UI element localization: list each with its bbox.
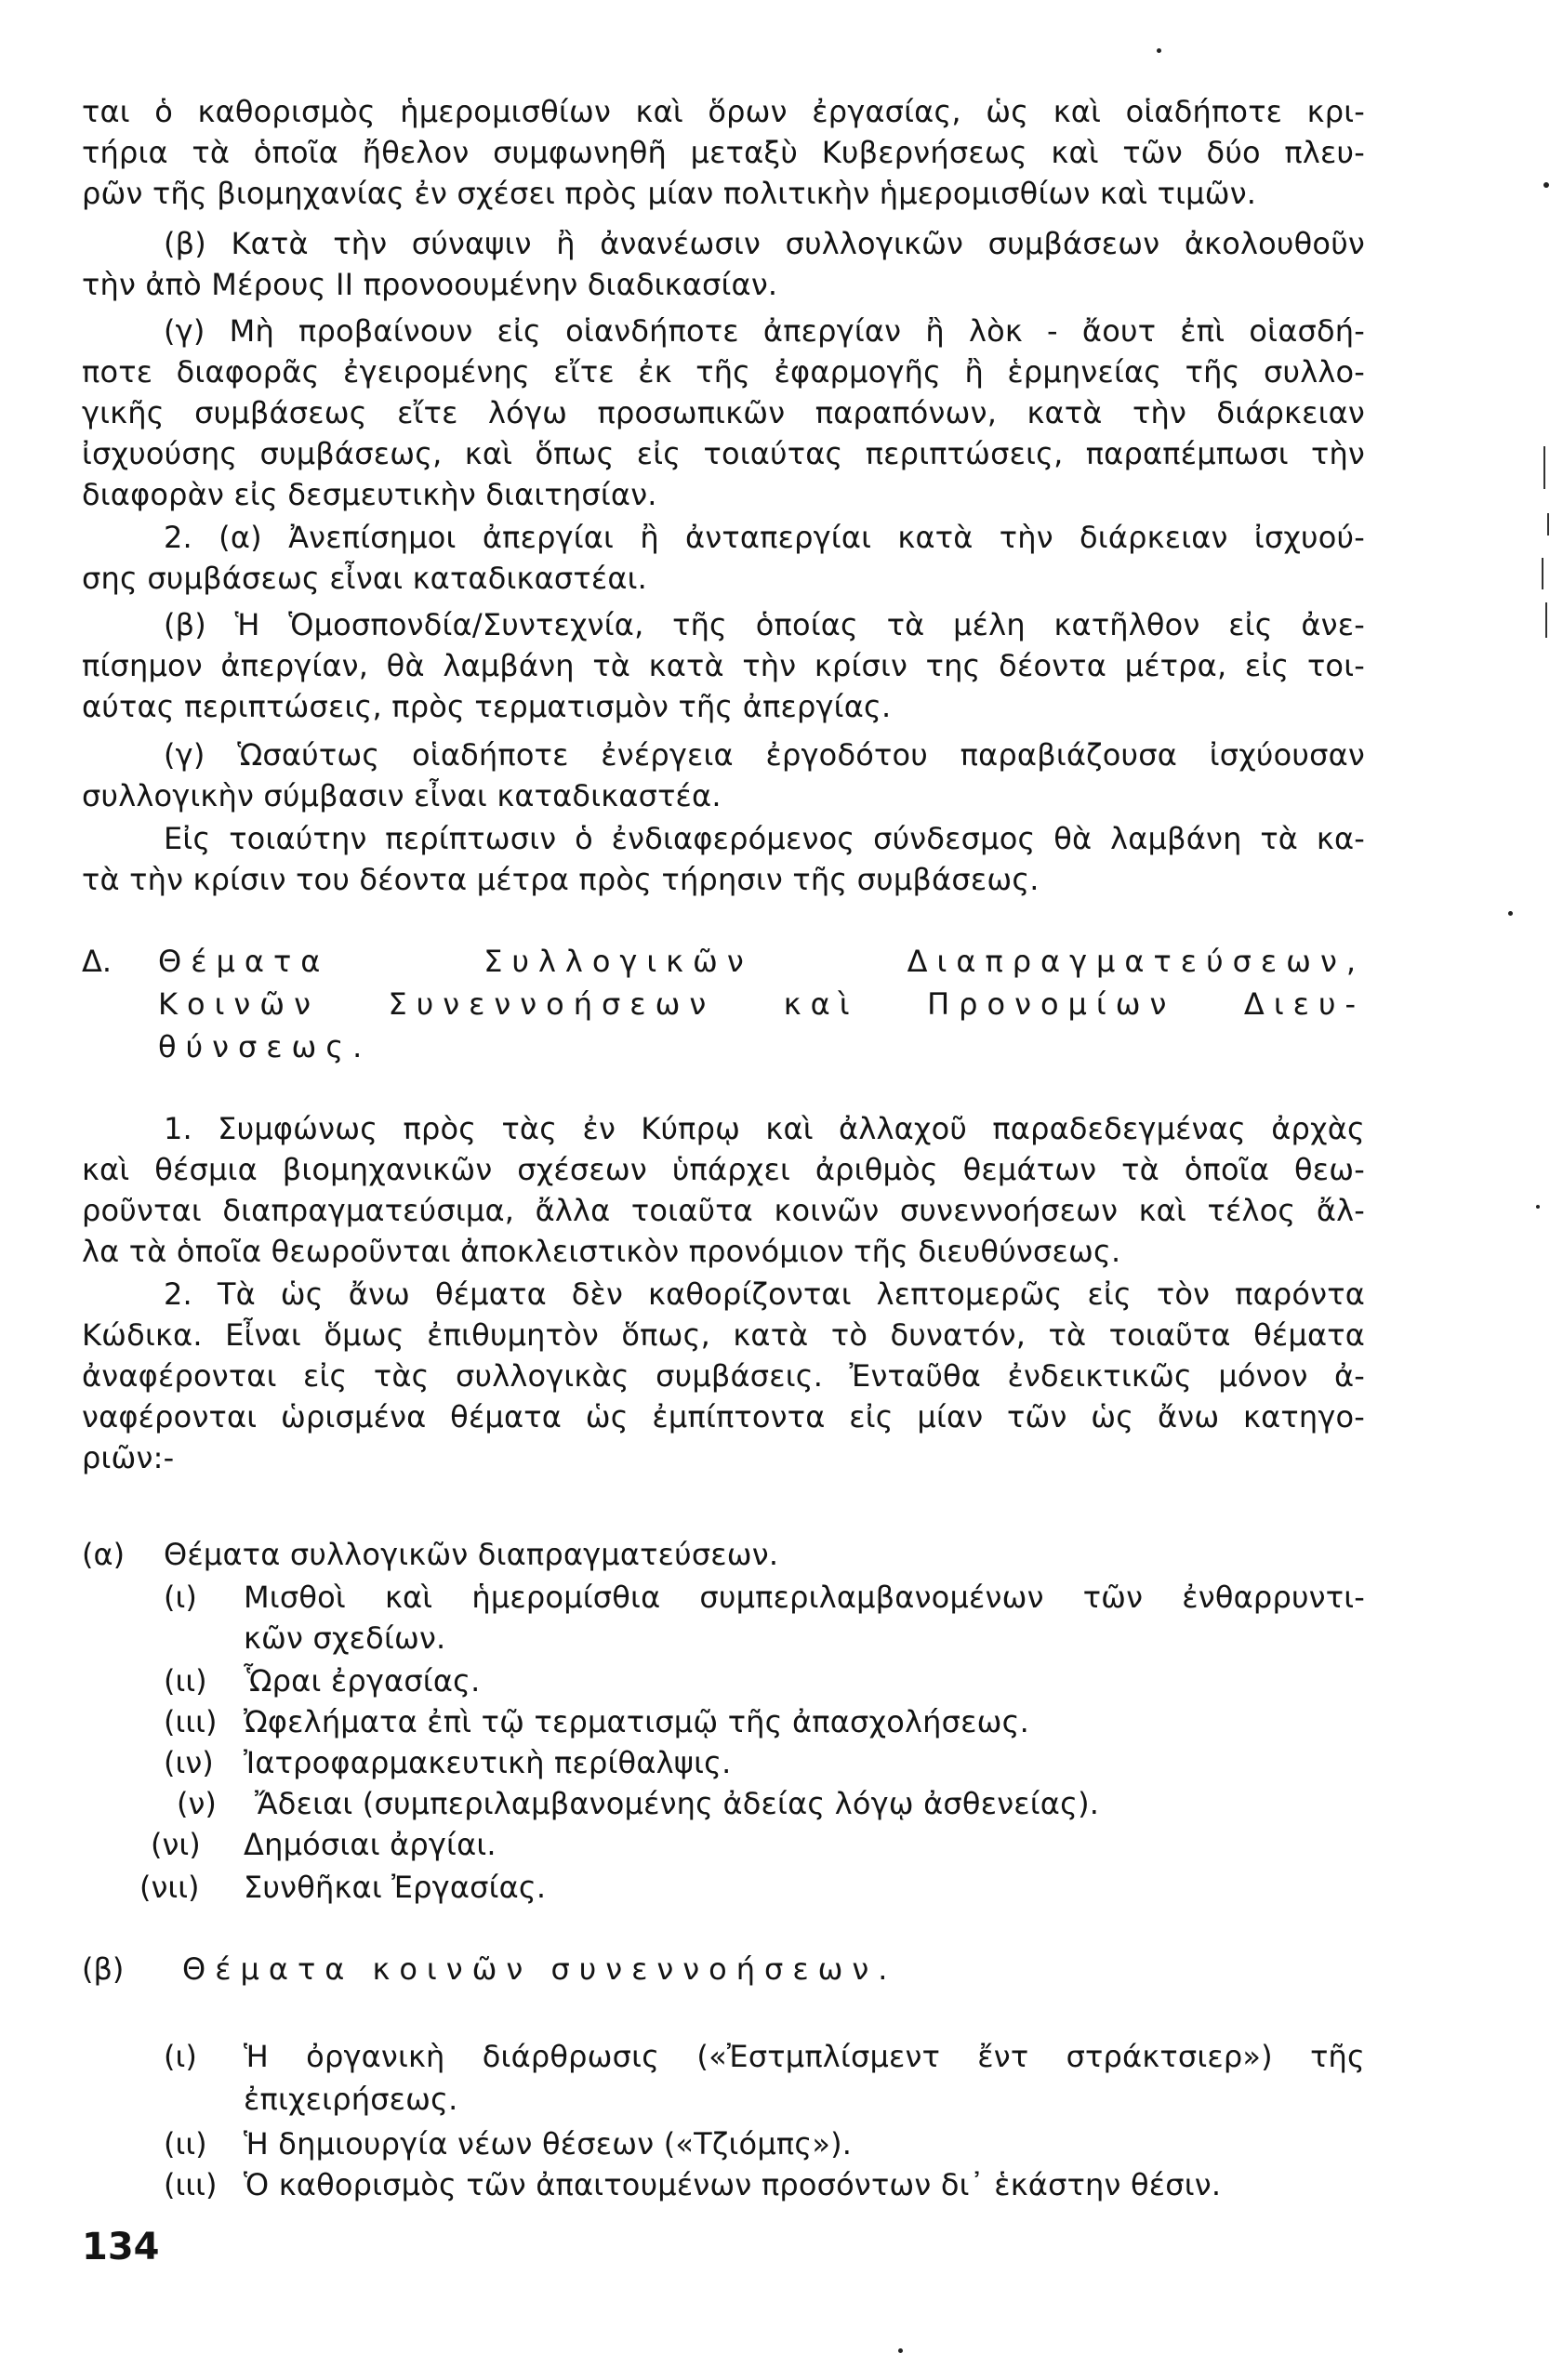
list-item-continuation: ἐπιχειρήσεως. [244, 2082, 458, 2117]
list-item-number: (ιι) [164, 2126, 207, 2162]
text-line: συλλογικὴν σύμβασιν εἶναι καταδικαστέα. [82, 778, 722, 813]
list-item-continuation: κῶν σχεδίων. [244, 1620, 446, 1656]
section-heading: Κοινῶν Συνεννοήσεων καὶ Προνομίων Διευ- [158, 986, 1365, 1022]
text-line: Εἰς τοιαύτην περίπτωσιν ὁ ἐνδιαφερόμενος σύνδεσμος θὰ λαμβάνη τὰ κα- [164, 821, 1365, 856]
text-line: λα τὰ ὁποῖα θεωροῦνται ἀποκλειστικὸν προνόμιον τῆς διευθύνσεως. [82, 1234, 1121, 1269]
list-item-number: (νι) [151, 1827, 201, 1862]
list-item: Συνθῆκαι Ἐργασίας. [244, 1870, 547, 1905]
text-line: τήρια τὰ ὁποῖα ἤθελον συμφωνηθῆ μεταξὺ Κυβερνήσεως καὶ τῶν δύο πλευ- [82, 135, 1365, 170]
text-line: Κώδικα. Εἶναι ὅμως ἐπιθυμητὸν ὅπως, κατὰ τὸ δυνατόν, τὰ τοιαῦτα θέματα [82, 1317, 1365, 1353]
scan-speck [1536, 1205, 1540, 1209]
section-heading: Θέματα Συλλογικῶν Διαπραγματεύσεων, [158, 944, 1365, 979]
page-number: 134 [82, 2226, 160, 2268]
list-item: Ὁ καθορισμὸς τῶν ἀπαιτουμένων προσόντων δι᾽ ἑκάστην θέσιν. [244, 2167, 1222, 2202]
text-line: ροῦνται διαπραγματεύσιμα, ἄλλα τοιαῦτα κοινῶν συνεννοήσεων καὶ τέλος ἄλ- [82, 1193, 1365, 1228]
section-heading: θύνσεως. [158, 1029, 372, 1064]
text-line: τὰ τὴν κρίσιν του δέοντα μέτρα πρὸς τήρησιν τῆς συμβάσεως. [82, 862, 1040, 897]
text-line: ριῶν:- [82, 1440, 175, 1475]
scan-speck [1543, 182, 1549, 188]
list-item-number: (ιιι) [164, 1704, 218, 1739]
list-item-number: (νιι) [139, 1870, 200, 1905]
text-line: (β) Κατὰ τὴν σύναψιν ἢ ἀνανέωσιν συλλογικῶν συμβάσεων ἀκολουθοῦν [164, 226, 1365, 261]
list-item-number: (ιιι) [164, 2167, 218, 2202]
text-line: αύτας περιπτώσεις, πρὸς τερματισμὸν τῆς ἀπεργίας. [82, 689, 892, 724]
scan-speck [1508, 911, 1513, 916]
text-line: ναφέρονται ὡρισμένα θέματα ὡς ἐμπίπτοντα εἰς μίαν τῶν ὡς ἄνω κατηγο- [82, 1399, 1365, 1435]
list-item: Ὠφελήματα ἐπὶ τῷ τερματισμῷ τῆς ἀπασχολήσεως. [244, 1704, 1029, 1739]
list-title: Θέματα κοινῶν συνεννοήσεων. [182, 1951, 897, 1987]
list-label: (α) [82, 1537, 126, 1572]
text-line: τὴν ἀπὸ Μέρους ΙΙ προνοουμένην διαδικασίαν. [82, 267, 778, 302]
list-item: Ἄδειαι (συμπεριλαμβανομένης ἀδείας λόγῳ ἀσθενείας). [255, 1786, 1100, 1821]
page-edge-mark [1543, 446, 1545, 489]
text-line: 2. (α) Ἀνεπίσημοι ἀπεργίαι ἢ ἀνταπεργίαι κατὰ τὴν διάρκειαν ἰσχυού- [164, 520, 1365, 555]
text-line: ποτε διαφορᾶς ἐγειρομένης εἴτε ἐκ τῆς ἐφαρμογῆς ἢ ἑρμηνείας τῆς συλλο- [82, 354, 1365, 390]
list-item: Ἡ δημιουργία νέων θέσεων («Τζιόμπς»). [244, 2126, 853, 2162]
text-line: 2. Τὰ ὡς ἄνω θέματα δὲν καθορίζονται λεπτομερῶς εἰς τὸν παρόντα [164, 1276, 1365, 1312]
page-edge-mark [1545, 602, 1547, 638]
text-line: (γ) Ὡσαύτως οἱαδήποτε ἐνέργεια ἐργοδότου παραβιάζουσα ἰσχύουσαν [164, 737, 1365, 773]
text-line: ἀναφέρονται εἰς τὰς συλλογικὰς συμβάσεις. Ἐνταῦθα ἐνδεικτικῶς μόνον ἀ- [82, 1358, 1365, 1394]
text-line: ρῶν τῆς βιομηχανίας ἐν σχέσει πρὸς μίαν πολιτικὴν ἡμερομισθίων καὶ τιμῶν. [82, 176, 1257, 211]
list-title: Θέματα συλλογικῶν διαπραγματεύσεων. [164, 1537, 779, 1572]
list-item: Ἡ ὀργανικὴ διάρθρωσις («Ἐστμπλίσμεντ ἔντ στράκτσιερ») τῆς [244, 2039, 1365, 2074]
list-item-number: (ν) [177, 1786, 217, 1821]
list-item-number: (ιν) [164, 1745, 214, 1780]
text-line: καὶ θέσμια βιομηχανικῶν σχέσεων ὑπάρχει ἀριθμὸς θεμάτων τὰ ὁποῖα θεω- [82, 1152, 1365, 1187]
list-item-number: (ι) [164, 2039, 197, 2074]
list-label: (β) [82, 1951, 125, 1987]
scan-speck [1157, 48, 1161, 53]
list-item: Μισθοὶ καὶ ἡμερομίσθια συμπεριλαμβανομένων τῶν ἐνθαρρυντι- [244, 1580, 1365, 1615]
text-line: διαφορὰν εἰς δεσμευτικὴν διαιτησίαν. [82, 477, 657, 512]
page-edge-mark [1547, 513, 1549, 536]
text-line: 1. Συμφώνως πρὸς τὰς ἐν Κύπρῳ καὶ ἀλλαχοῦ παραδεδεγμένας ἀρχὰς [164, 1111, 1365, 1146]
page-edge-mark [1542, 558, 1543, 589]
section-label: Δ. [82, 944, 113, 979]
list-item-number: (ι) [164, 1580, 197, 1615]
list-item: Ἰατροφαρμακευτικὴ περίθαλψις. [244, 1745, 732, 1780]
scan-speck [898, 2348, 903, 2353]
text-line: πίσημον ἀπεργίαν, θὰ λαμβάνη τὰ κατὰ τὴν κρίσιν της δέοντα μέτρα, εἰς τοι- [82, 648, 1365, 683]
text-line: (γ) Μὴ προβαίνουν εἰς οἱανδήποτε ἀπεργίαν ἢ λὸκ - ἄουτ ἐπὶ οἱασδή- [164, 313, 1365, 349]
text-line: ἰσχυούσης συμβάσεως, καὶ ὅπως εἰς τοιαύτας περιπτώσεις, παραπέμπωσι τὴν [82, 436, 1365, 471]
list-item-number: (ιι) [164, 1663, 207, 1699]
text-line: ται ὁ καθορισμὸς ἡμερομισθίων καὶ ὅρων ἐργασίας, ὡς καὶ οἱαδήποτε κρι- [82, 94, 1365, 129]
list-item: Δημόσιαι ἀργίαι. [244, 1827, 497, 1862]
text-line: (β) Ἡ Ὁμοσπονδία/Συντεχνία, τῆς ὁποίας τὰ μέλη κατῆλθον εἰς ἀνε- [164, 607, 1365, 642]
text-line: σης συμβάσεως εἶναι καταδικαστέαι. [82, 561, 648, 596]
text-line: γικῆς συμβάσεως εἴτε λόγω προσωπικῶν παραπόνων, κατὰ τὴν διάρκειαν [82, 395, 1365, 430]
list-item: Ὧραι ἐργασίας. [244, 1663, 481, 1699]
